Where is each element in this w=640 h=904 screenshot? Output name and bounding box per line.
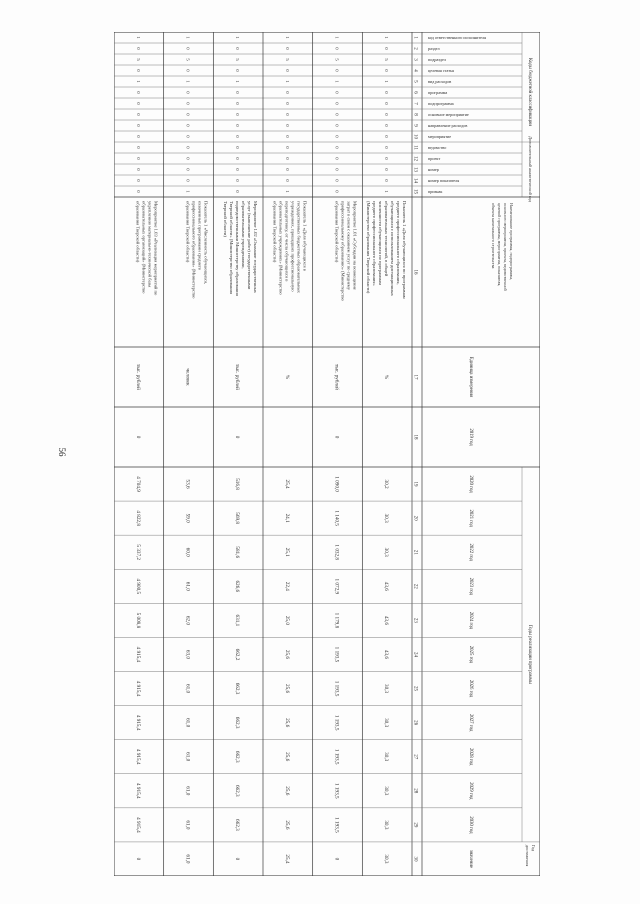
year-value-cell: 4 915,4	[134, 748, 141, 765]
code-column-label: номер показателя	[428, 178, 460, 183]
code-cell: 1	[334, 80, 340, 83]
year-value-cell: 0	[333, 857, 340, 861]
column-number: 21	[412, 549, 418, 555]
code-column-label: признак	[428, 189, 443, 194]
year-value-cell: 1 193,5	[333, 783, 340, 799]
code-cell: 0	[284, 157, 290, 160]
code-cell: 0	[284, 102, 290, 105]
code-cell: 1	[284, 36, 290, 39]
year-value-cell: 25,6	[283, 684, 290, 694]
year-value-cell: 25,1	[283, 547, 290, 557]
unit-cell: %	[283, 374, 290, 380]
code-cell: 0	[185, 179, 191, 182]
code-cell: 0	[185, 135, 191, 138]
unit-cell: тыс. рублей	[333, 364, 340, 390]
code-cell: 1	[284, 190, 290, 193]
year-value-cell: 4 915,4	[134, 783, 141, 799]
column-number: 19	[412, 481, 418, 487]
code-cell: 0	[284, 69, 290, 72]
year-value-cell: 53,6	[184, 479, 191, 489]
code-cell: 5	[135, 58, 141, 61]
additional-analytic-header: Дополнительный аналитический код	[528, 136, 533, 202]
code-cell: 0	[135, 124, 141, 127]
year-value-cell: 43,6	[383, 649, 390, 659]
year-value-cell: 5 008,8	[134, 612, 141, 629]
row-description: Показатель 1 «Численность обучающихся,охваченных программами среднегопрофессионального образования» (Министерствообразования Тверской области)	[185, 201, 209, 299]
code-cell: 0	[334, 102, 340, 105]
column-number: 9	[412, 124, 418, 127]
code-cell: 0	[334, 179, 340, 182]
column-number: 10	[412, 134, 418, 139]
code-cell: 0	[235, 69, 241, 72]
code-cell: 0	[384, 91, 390, 94]
year-value-cell: 61,0	[184, 820, 191, 830]
code-cell: 0	[235, 47, 241, 50]
budget-classification-header: Коды бюджетной классификации	[527, 58, 532, 126]
column-number: 22	[412, 583, 418, 589]
base-year-cell: 0	[134, 435, 141, 439]
code-cell: 1	[135, 36, 141, 39]
code-cell: 0	[185, 91, 191, 94]
code-column-label: мероприятие	[428, 134, 452, 139]
column-number: 3	[412, 58, 418, 61]
code-cell: 0	[135, 113, 141, 116]
column-number: 30	[412, 856, 418, 862]
implementation-years-header: Годы реализации программы	[527, 624, 532, 685]
year-header: 2023 год	[468, 577, 473, 595]
code-column-label: ведомство	[428, 145, 447, 150]
row-description: Показатель 1 «Доля обучающихся вгосударственных бюджетных образовательныхучреждениях, прошедших профессиональнуюпереподготовку, от числа обучающихся вобразовательных учреждениях» (Министерствообразования Тверской области)	[272, 201, 308, 295]
year-value-cell: 662,3	[234, 784, 241, 797]
year-value-cell: 61,0	[184, 786, 191, 796]
column-number: 27	[412, 754, 418, 760]
year-value-cell: 61,0	[184, 581, 191, 591]
code-cell: 0	[185, 102, 191, 105]
year-value-cell: 5 337,2	[134, 544, 141, 560]
code-cell: 1	[235, 36, 241, 39]
year-value-cell: 43,6	[383, 615, 390, 625]
year-value-cell: 61,0	[184, 684, 191, 694]
year-header: 2022 год	[468, 543, 473, 561]
code-cell: 0	[135, 47, 141, 50]
code-cell: 0	[384, 179, 390, 182]
year-value-cell: 61,0	[184, 752, 191, 762]
year-value-cell: 30,3	[383, 684, 390, 694]
code-cell: 0	[334, 91, 340, 94]
year-value-cell: 30,2	[383, 479, 390, 489]
year-header: 2028 год	[468, 748, 473, 766]
year-value-cell: 59,0	[184, 513, 191, 523]
code-column-label: подраздел	[428, 57, 446, 62]
year-value-cell: 25,6	[283, 718, 290, 728]
year-value-cell: 1 193,5	[333, 714, 340, 731]
code-cell: 0	[185, 69, 191, 72]
final-year-header: Годдостижения	[525, 844, 536, 867]
code-cell: 0	[334, 124, 340, 127]
code-cell: 0	[384, 168, 390, 171]
code-cell: 0	[334, 157, 340, 160]
code-cell: 1	[135, 80, 141, 83]
year-value-cell: 626,6	[234, 580, 241, 593]
code-cell: 0	[284, 168, 290, 171]
column-number: 6	[412, 91, 418, 94]
row-description: Мероприятие 1.03 «Реализация мероприятий поукреплению материально-технической базыобразовательных организаций» (Министерствообразования Тверской области)	[135, 201, 159, 296]
base-year-cell: 0	[234, 435, 241, 439]
code-column-label: целевая статья	[428, 68, 454, 73]
column-number: 23	[412, 617, 418, 623]
code-cell: 0	[135, 146, 141, 149]
column-number: 8	[412, 113, 418, 116]
column-number: 29	[412, 822, 418, 828]
year-value-cell: 30,3	[383, 820, 390, 830]
year-value-cell: 662,3	[234, 750, 241, 763]
year-header: 2020 год	[468, 475, 473, 493]
code-cell: 0	[334, 113, 340, 116]
code-cell: 0	[235, 124, 241, 127]
column-number: 11	[412, 145, 418, 150]
code-cell: 0	[135, 168, 141, 171]
program-table	[114, 32, 540, 876]
base-year-header: 2019 год	[468, 428, 473, 446]
year-value-cell: 61,0	[184, 718, 191, 728]
code-cell: 0	[235, 179, 241, 182]
year-value-cell: 1 193,5	[333, 680, 340, 697]
code-cell: 5	[384, 58, 390, 61]
code-cell: 0	[235, 168, 241, 171]
column-number: 17	[412, 374, 418, 380]
year-value-cell: 30,3	[383, 854, 390, 864]
code-cell: 0	[284, 179, 290, 182]
code-column-label: основное мероприятие	[428, 112, 469, 117]
code-cell: 0	[135, 135, 141, 138]
column-number: 14	[412, 178, 418, 183]
code-cell: 0	[235, 91, 241, 94]
code-cell: 0	[284, 124, 290, 127]
column-number: 28	[412, 788, 418, 794]
code-cell: 0	[235, 102, 241, 105]
year-value-cell: 631,1	[234, 614, 241, 627]
rotated-table	[114, 32, 540, 876]
year-value-cell: 30,3	[383, 718, 390, 728]
code-cell: 1	[185, 36, 191, 39]
column-number: 18	[412, 434, 418, 440]
code-cell: 1	[185, 80, 191, 83]
year-value-cell: 1 140,5	[333, 510, 340, 526]
code-cell: 5	[185, 58, 191, 61]
code-cell: 0	[185, 124, 191, 127]
code-cell: 0	[185, 146, 191, 149]
year-header: значение	[468, 849, 473, 869]
column-number: 13	[412, 167, 418, 172]
year-value-cell: 24,1	[283, 513, 290, 523]
code-column-label: номер	[428, 167, 439, 172]
code-column-label: код ответственного исполнителя	[428, 35, 487, 40]
code-cell: 0	[334, 168, 340, 171]
year-value-cell: 4 900,5	[134, 578, 141, 595]
year-value-cell: 569,8	[234, 512, 241, 524]
year-value-cell: 1 072,9	[333, 578, 340, 595]
column-number: 26	[412, 720, 418, 726]
code-cell: 5	[334, 58, 340, 61]
code-cell: 1	[384, 36, 390, 39]
code-cell: 0	[384, 124, 390, 127]
unit-cell: тыс. рублей	[234, 364, 241, 390]
year-value-cell: 1 032,8	[333, 544, 340, 560]
year-value-cell: 22,4	[283, 581, 290, 591]
code-cell: 0	[334, 146, 340, 149]
code-cell: 0	[284, 91, 290, 94]
table-grid	[114, 32, 540, 876]
code-cell: 0	[185, 168, 191, 171]
code-cell: 0	[284, 135, 290, 138]
code-cell: 1	[384, 80, 390, 83]
code-cell: 0	[135, 179, 141, 182]
code-cell: 1	[384, 190, 390, 193]
unit-header: Единица измерения	[468, 356, 473, 398]
year-value-cell: 662,3	[234, 716, 241, 729]
code-cell: 0	[135, 102, 141, 105]
code-cell: 0	[185, 47, 191, 50]
column-number: 20	[412, 515, 418, 521]
column-number: 15	[412, 189, 418, 194]
code-cell: 5	[284, 58, 290, 61]
code-column-label: направление расходов	[428, 123, 468, 128]
year-value-cell: 662,3	[234, 819, 241, 831]
column-number: 4	[412, 69, 418, 72]
code-cell: 5	[235, 58, 241, 61]
year-value-cell: 61,0	[184, 854, 191, 864]
page-number: 56	[57, 447, 67, 457]
code-cell: 1	[334, 36, 340, 39]
year-value-cell: 1 193,5	[333, 817, 340, 833]
column-number: 25	[412, 686, 418, 692]
year-value-cell: 62,0	[184, 615, 191, 625]
column-number: 12	[412, 156, 418, 161]
year-header: 2021 год	[468, 509, 473, 527]
year-value-cell: 662,2	[234, 648, 241, 661]
year-value-cell: 30,3	[383, 786, 390, 796]
code-cell: 0	[384, 113, 390, 116]
code-cell: 0	[235, 113, 241, 116]
code-cell: 0	[135, 69, 141, 72]
year-value-cell: 0	[134, 857, 141, 861]
year-value-cell: 1 193,5	[333, 646, 340, 663]
code-cell: 0	[284, 146, 290, 149]
column-number: 1	[412, 36, 418, 39]
code-column-label: программа	[428, 90, 448, 95]
unit-cell: тыс. рублей	[134, 364, 141, 390]
code-cell: 0	[185, 157, 191, 160]
year-value-cell: 1 193,5	[333, 748, 340, 765]
code-column-label: подпрограмма	[428, 101, 454, 106]
code-cell: 0	[384, 47, 390, 50]
code-cell: 0	[384, 157, 390, 160]
year-header: 2025 год	[468, 645, 473, 664]
code-cell: 1	[235, 80, 241, 83]
code-column-label: проект	[428, 156, 441, 161]
row-description: Мероприятие 1.02 «Оказание государственныхуслуг (выполнение работ) государственнымиобразовательными учреждениями,подведомственными Министерству образованияТверской области» (Министерство образованияТверской области)	[223, 201, 258, 296]
code-cell: 0	[384, 102, 390, 105]
year-header: 2024 год	[468, 611, 473, 630]
year-value-cell: 30,3	[383, 752, 390, 762]
year-value-cell: 25,4	[283, 854, 290, 864]
code-cell: 1	[284, 80, 290, 83]
year-header: 2027 год	[468, 713, 473, 732]
row-description: Мероприятие 1.01 «Субсидии на возмещениезатрат в связи с оказанием услуг по среднемупрофессиональному образованию» (Министерствообразования Тверской области)	[334, 201, 358, 301]
code-cell: 0	[235, 190, 241, 193]
year-header: 2026 год	[468, 679, 473, 698]
column-number: 24	[412, 651, 418, 657]
year-value-cell: 30,3	[383, 513, 390, 523]
year-value-cell: 25,0	[283, 615, 290, 625]
year-value-cell: 4 915,4	[134, 817, 141, 833]
code-cell: 0	[334, 135, 340, 138]
year-value-cell: 25,6	[283, 786, 290, 796]
column-number: 7	[412, 102, 418, 105]
code-column-label: вид расходов	[428, 79, 452, 84]
code-cell: 0	[334, 47, 340, 50]
year-value-cell: 25,6	[283, 752, 290, 762]
code-cell: 0	[235, 157, 241, 160]
code-cell: 0	[135, 157, 141, 160]
code-cell: 0	[235, 135, 241, 138]
column-number: 5	[412, 80, 418, 83]
year-value-cell: 25,6	[283, 649, 290, 659]
year-header: 2030 год	[468, 816, 473, 834]
code-cell: 0	[334, 69, 340, 72]
year-value-cell: 662,3	[234, 682, 241, 695]
year-value-cell: 43,6	[383, 581, 390, 591]
code-cell: 0	[384, 69, 390, 72]
code-cell: 0	[135, 190, 141, 193]
code-cell: 0	[384, 146, 390, 149]
column-number: 2	[412, 47, 418, 50]
code-column-label: раздел	[428, 46, 440, 51]
year-value-cell: 4 915,4	[134, 680, 141, 697]
year-header: 2029 год	[468, 782, 473, 800]
code-cell: 0	[284, 113, 290, 116]
year-value-cell: 63,0	[184, 649, 191, 659]
code-cell: 0	[135, 91, 141, 94]
unit-cell: человек	[184, 368, 191, 386]
code-cell: 1	[185, 190, 191, 193]
code-cell: 0	[334, 190, 340, 193]
year-value-cell: 0	[234, 857, 241, 861]
year-value-cell: 60,0	[184, 547, 191, 557]
unit-cell: %	[383, 374, 390, 380]
code-cell: 0	[235, 146, 241, 149]
code-cell: 0	[185, 113, 191, 116]
program-name-header: Наименование программы, подпрограммы,основного мероприятия, проекта, ведомственнойцелевой программы, мероприятия, показателя,объекта капитального строительства	[491, 203, 514, 291]
year-value-cell: 4 822,8	[134, 510, 141, 526]
year-value-cell: 25,6	[283, 820, 290, 830]
year-value-cell: 581,6	[234, 546, 241, 559]
column-number: 16	[412, 269, 418, 275]
year-value-cell: 4 704,9	[134, 476, 141, 492]
year-value-cell: 4 915,4	[134, 714, 141, 731]
row-description: Показатель 1 «Доля обучающихся по программамсреднего профессионального образования,обучающихся с использованием дистанционныхобразовательных технологий, в общейчисленности обучающихся по программамсреднего профессионального образования»(Министерство образования Тверской области)	[366, 201, 407, 299]
year-value-cell: 516,8	[234, 478, 241, 490]
year-value-cell: 1 179,8	[333, 612, 340, 629]
year-value-cell: 4 915,4	[134, 646, 141, 663]
year-value-cell: 1 090,0	[333, 476, 340, 492]
base-year-cell: 0	[333, 435, 340, 439]
code-cell: 0	[284, 47, 290, 50]
year-value-cell: 30,3	[383, 547, 390, 557]
year-value-cell: 25,4	[283, 479, 290, 489]
code-cell: 0	[384, 135, 390, 138]
